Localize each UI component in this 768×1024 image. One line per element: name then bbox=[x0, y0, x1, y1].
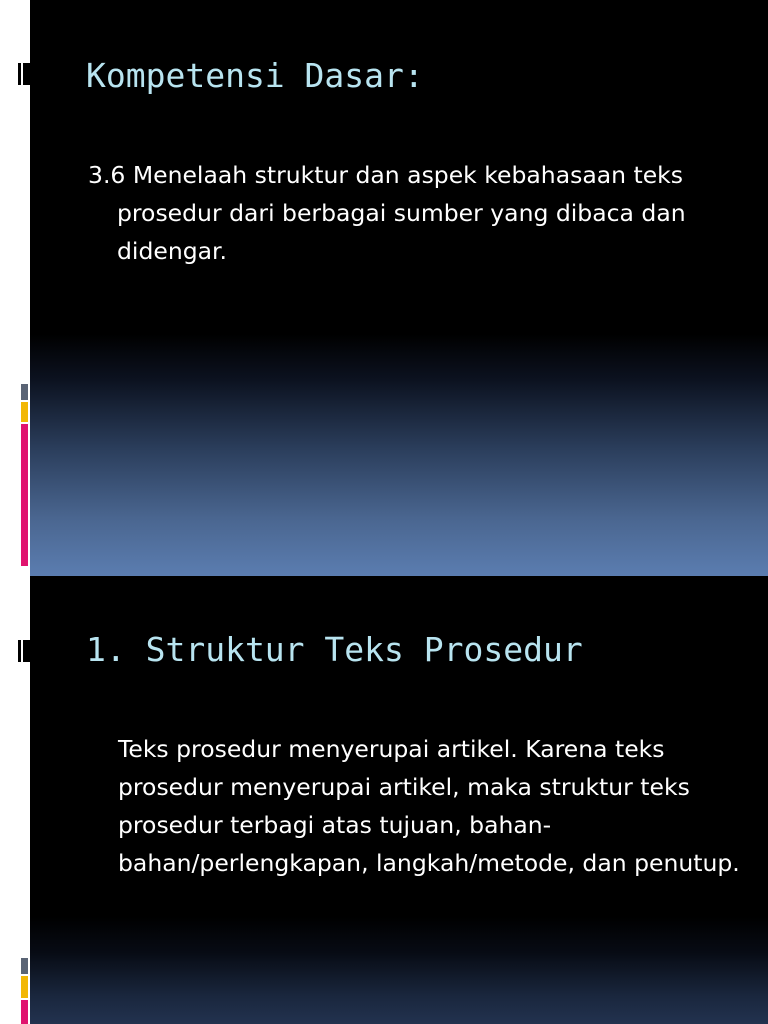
title-marker-2 bbox=[18, 640, 30, 662]
slide-title: 1. Struktur Teks Prosedur bbox=[86, 630, 583, 669]
slide-body-text: 3.6 Menelaah struktur dan aspek kebahasaan teks prosedur dari berbagai sumber yang dibaca dan didengar. bbox=[88, 161, 686, 265]
accent-strip-yellow-1 bbox=[21, 402, 28, 422]
accent-strip-pink-1 bbox=[21, 424, 28, 566]
slide-2 bbox=[30, 576, 768, 1024]
title-marker-1 bbox=[18, 63, 30, 85]
slide-edge bbox=[0, 0, 30, 1024]
accent-strip-gray-2 bbox=[21, 958, 28, 974]
slide-body-text: Teks prosedur menyerupai artikel. Karena teks prosedur menyerupai artikel, maka struktur teks prosedur terbagi atas tujuan, bahan-bahan/perlengkapan, langkah/metode, dan penutup. bbox=[118, 735, 740, 877]
accent-strip-pink-2 bbox=[21, 1000, 28, 1024]
accent-strip-gray-1 bbox=[21, 384, 28, 400]
slide-title: Kompetensi Dasar: bbox=[86, 56, 424, 95]
slide-1 bbox=[30, 0, 768, 576]
accent-strip-yellow-2 bbox=[21, 976, 28, 998]
